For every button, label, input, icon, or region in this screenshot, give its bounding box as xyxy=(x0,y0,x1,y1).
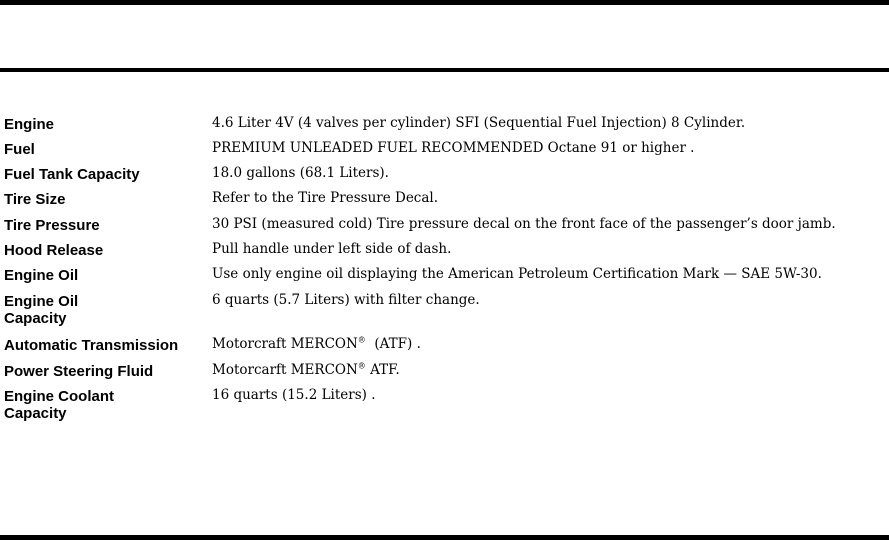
header-rule xyxy=(0,68,889,72)
spec-label: Fuel Tank Capacity xyxy=(4,166,140,183)
spec-label: Engine Coolant Capacity xyxy=(4,388,114,422)
spec-label: Tire Pressure xyxy=(4,217,100,234)
spec-label: Engine xyxy=(4,116,55,133)
registered-mark: ® xyxy=(357,361,366,371)
spec-value: 4.6 Liter 4V (4 valves per cylinder) SFI (Sequential Fuel Injection) 8 Cylinder. xyxy=(212,115,746,131)
spec-value xyxy=(212,362,882,379)
spec-value: 30 PSI (measured cold) Tire pressure decal on the front face of the passenger’s door jamb. xyxy=(212,216,836,232)
spec-label: Hood Release xyxy=(4,242,104,259)
spec-value-text: Motorcarft MERCON xyxy=(212,362,358,378)
spec-label: Fuel xyxy=(4,141,35,158)
spec-value: Refer to the Tire Pressure Decal. xyxy=(212,190,439,206)
spec-label: Engine Oil xyxy=(4,267,79,284)
spec-value: 16 quarts (15.2 Liters) . xyxy=(212,387,376,403)
registered-mark: ® xyxy=(357,335,366,345)
spec-value: 18.0 gallons (68.1 Liters). xyxy=(212,165,389,181)
spec-value-text: ATF. xyxy=(365,362,400,378)
spec-value: Use only engine oil displaying the American Petroleum Certification Mark — SAE 5W-30. xyxy=(212,266,822,282)
bottom-rule xyxy=(0,535,889,540)
top-rule xyxy=(0,0,889,5)
spec-label: Engine Oil Capacity xyxy=(4,293,79,327)
spec-value: PREMIUM UNLEADED FUEL RECOMMENDED Octane 91 or higher . xyxy=(212,140,695,156)
spec-label: Tire Size xyxy=(4,191,66,208)
spec-label: Power Steering Fluid xyxy=(4,363,154,380)
spec-value: Pull handle under left side of dash. xyxy=(212,241,452,257)
spec-label: Automatic Transmission xyxy=(4,337,179,354)
spec-value-text: Motorcraft MERCON xyxy=(212,336,358,352)
spec-value: 6 quarts (5.7 Liters) with filter change. xyxy=(212,292,480,308)
spec-value xyxy=(212,336,882,353)
spec-value-text: (ATF) . xyxy=(365,336,421,352)
